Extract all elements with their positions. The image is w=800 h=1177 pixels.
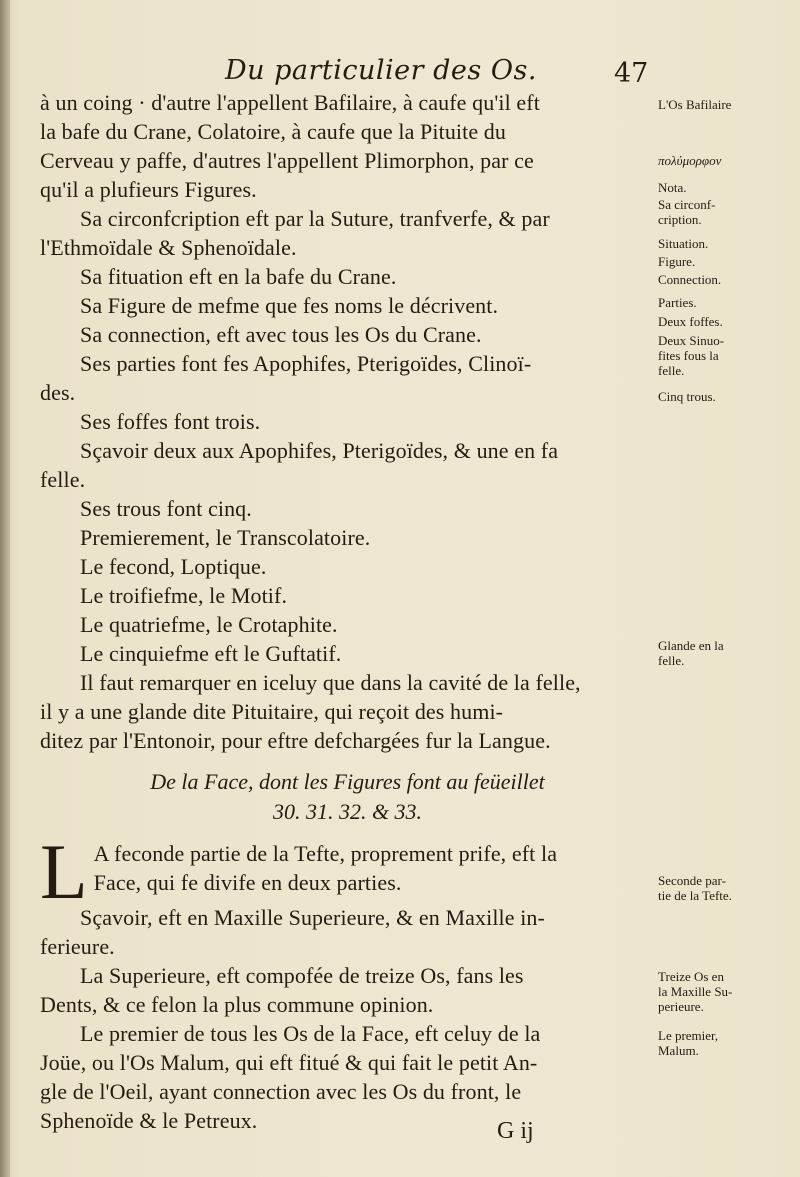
margin-note-connection: Connection. — [658, 272, 722, 287]
paragraph-circonscription — [40, 204, 655, 262]
margin-note-greek: πολύμορφον — [658, 153, 722, 168]
spacer — [40, 755, 655, 767]
paragraph-fosses — [40, 407, 655, 494]
section-heading: De la Face, dont les Figures font au feüeillet — [150, 769, 545, 794]
main-text — [40, 88, 655, 1135]
page-number: 47 — [614, 58, 649, 89]
text-line: Sçavoir, eft en Maxille Superieure, & en Maxille in- — [80, 905, 545, 930]
text-line: il y a une glande dite Pituitaire, qui reçoit des humi- — [40, 699, 504, 724]
paragraph-malum — [40, 1019, 655, 1135]
margin-note-circonscription: Sa circonf- cription. — [658, 197, 716, 227]
paragraph-superieure — [40, 961, 655, 1019]
text-line: Ses parties font fes Apophifes, Pterigoïdes, Clinoï- — [80, 351, 532, 376]
text-line: Sphenoïde & le Petreux. — [40, 1108, 258, 1133]
text-line: qu'il a plufieurs Figures. — [40, 177, 257, 202]
margin-note-glande: Glande en la felle. — [658, 638, 724, 668]
text-line: Joüe, ou l'Os Malum, qui eft fitué & qui fait le petit An- — [40, 1050, 538, 1075]
text-line: Dents, & ce felon la plus commune opinion. — [40, 992, 434, 1017]
text-line: Sa fituation eft en la bafe du Crane. — [80, 264, 397, 289]
text-line: Le fecond, Loptique. — [80, 554, 267, 579]
margin-note-situation: Situation. — [658, 236, 709, 251]
page-spine-shadow — [0, 0, 10, 1177]
text-line: Il faut remarquer en iceluy que dans la cavité de la felle, — [80, 670, 581, 695]
margin-note-deux-fosses: Deux foffes. — [658, 314, 723, 329]
paragraph-trous — [40, 494, 655, 668]
margin-note-figure: Figure. — [658, 254, 696, 269]
text-line: Le quatriefme, le Crotaphite. — [80, 612, 338, 637]
margin-note-treize-os: Treize Os en la Maxille Su- perieure. — [658, 969, 733, 1014]
text-line: Sa Figure de mefme que fes noms le décrivent. — [80, 293, 499, 318]
paragraph-face — [40, 828, 655, 915]
paragraph-parties — [40, 349, 655, 407]
text-line: Sa connection, eft avec tous les Os du Crane. — [80, 322, 482, 347]
text-line: ditez par l'Entonoir, pour eftre defchargées fur la Langue. — [40, 728, 551, 753]
text-line: des. — [40, 380, 76, 405]
margin-note-seconde-partie: Seconde par- tie de la Tefte. — [658, 873, 732, 903]
paragraph-maxilles — [40, 903, 655, 961]
text-line: l'Ethmoïdale & Sphenoïdale. — [40, 235, 297, 260]
margin-note-parties: Parties. — [658, 295, 697, 310]
paragraph-glande — [40, 668, 655, 755]
running-title: Du particulier des Os. — [225, 55, 537, 86]
spacer — [40, 827, 655, 839]
text-line: Le troifiefme, le Motif. — [80, 583, 288, 608]
text-line: à un coing · d'autre l'appellent Bafilaire, à caufe qu'il eft — [40, 90, 540, 115]
margin-note-cinq-trous: Cinq trous. — [658, 389, 716, 404]
text-line: La Superieure, eft compofée de treize Os, fans les — [80, 963, 524, 988]
text-line: Le cinquiefme eft le Guftatif. — [80, 641, 342, 666]
margin-note-os-basilaire: L'Os Bafilaire — [658, 97, 732, 112]
margin-note-nota: Nota. — [658, 180, 687, 195]
text-line: Premierement, le Transcolatoire. — [80, 525, 371, 550]
margin-note-premier-malum: Le premier, Malum. — [658, 1028, 719, 1058]
text-line: Le premier de tous les Os de la Face, eft celuy de la — [80, 1021, 541, 1046]
paragraph-situation — [40, 262, 655, 349]
text-line: Ses trous font cinq. — [80, 496, 252, 521]
text-line: Cerveau y paffe, d'autres l'appellent Plimorphon, par ce — [40, 148, 534, 173]
text-line: felle. — [40, 467, 86, 492]
text-line: A feconde partie de la Tefte, proprement prife, eft la — [93, 841, 558, 866]
signature-mark: G ij — [497, 1118, 534, 1144]
text-line: Sçavoir deux aux Apophifes, Pterigoïdes, & une en fa — [80, 438, 559, 463]
text-line: gle de l'Oeil, ayant connection avec les Os du front, le — [40, 1079, 522, 1104]
text-line: Face, qui fe divife en deux parties. — [93, 870, 402, 895]
paragraph-basilaire — [40, 88, 655, 204]
text-line: Sa circonfcription eft par la Suture, tranfverfe, & par — [80, 206, 550, 231]
text-line: Ses foffes font trois. — [80, 409, 261, 434]
section-heading-folios: 30. 31. 32. & 33. — [272, 799, 423, 824]
drop-cap: L — [40, 828, 88, 915]
text-line: ferieure. — [40, 934, 115, 959]
text-line: la bafe du Crane, Colatoire, à caufe que la Pituite du — [40, 119, 507, 144]
margin-note-deux-sinuosites: Deux Sinuo- fites fous la felle. — [658, 333, 725, 378]
